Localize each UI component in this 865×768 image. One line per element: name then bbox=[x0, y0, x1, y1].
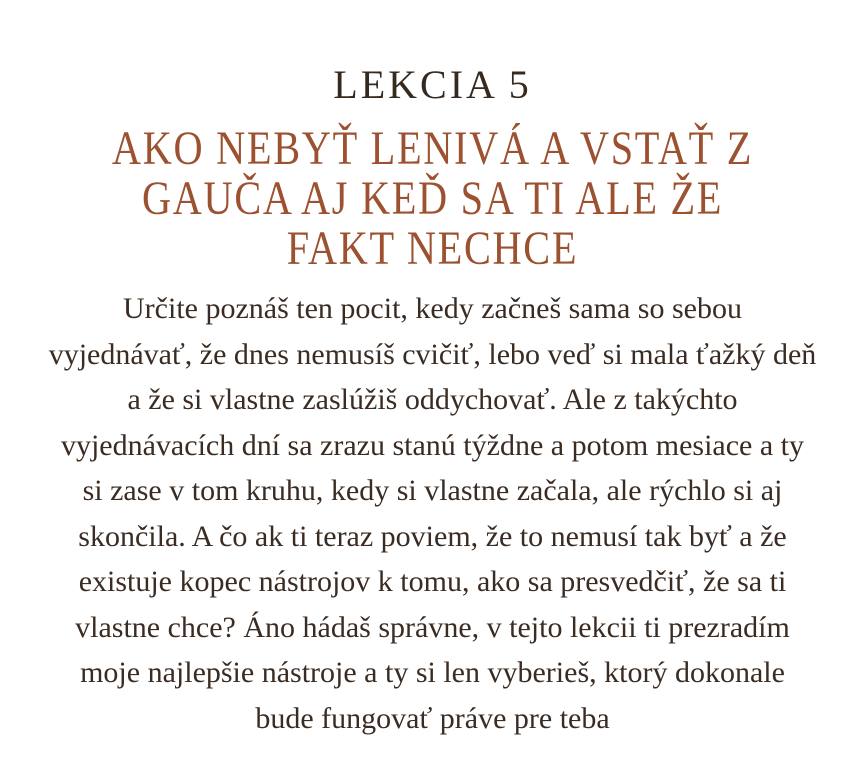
body-line: skončila. A čo ak ti teraz poviem, že to nemusí tak byť a že bbox=[78, 519, 787, 553]
lesson-body-paragraph bbox=[0, 286, 865, 741]
lesson-number-heading: LEKCIA 5 bbox=[333, 62, 532, 107]
lesson-title-line-2: GAUČA AJ KEĎ SA TI ALE ŽE bbox=[141, 172, 724, 225]
lesson-title bbox=[0, 124, 865, 274]
body-line: vyjednávacích dní sa zrazu stanú týždne a potom mesiace a ty bbox=[60, 428, 805, 462]
lesson-title-line-3: FAKT NECHCE bbox=[286, 222, 579, 275]
body-line: Určite poznáš ten pocit, kedy začneš sama so sebou bbox=[123, 292, 742, 325]
body-line: existuje kopec nástrojov k tomu, ako sa presvedčiť, že sa ti bbox=[78, 565, 787, 598]
body-line: a že si vlastne zaslúžiš oddychovať. Ale z takýchto bbox=[127, 383, 738, 416]
body-line: vlastne chce? Áno hádaš správne, v tejto lekcii ti prezradím bbox=[75, 610, 790, 644]
body-line: si zase v tom kruhu, kedy si vlastne začala, ale rýchlo si aj bbox=[82, 474, 783, 507]
lesson-title-line-1: AKO NEBYŤ LENIVÁ A VSTAŤ Z bbox=[111, 122, 754, 175]
body-line: bude fungovať práve pre teba bbox=[255, 701, 610, 735]
body-line: vyjednávať, že dnes nemusíš cvičiť, lebo veď si mala ťažký deň bbox=[48, 337, 817, 371]
body-line: moje najlepšie nástroje a ty si len vyberieš, ktorý dokonale bbox=[80, 656, 785, 689]
